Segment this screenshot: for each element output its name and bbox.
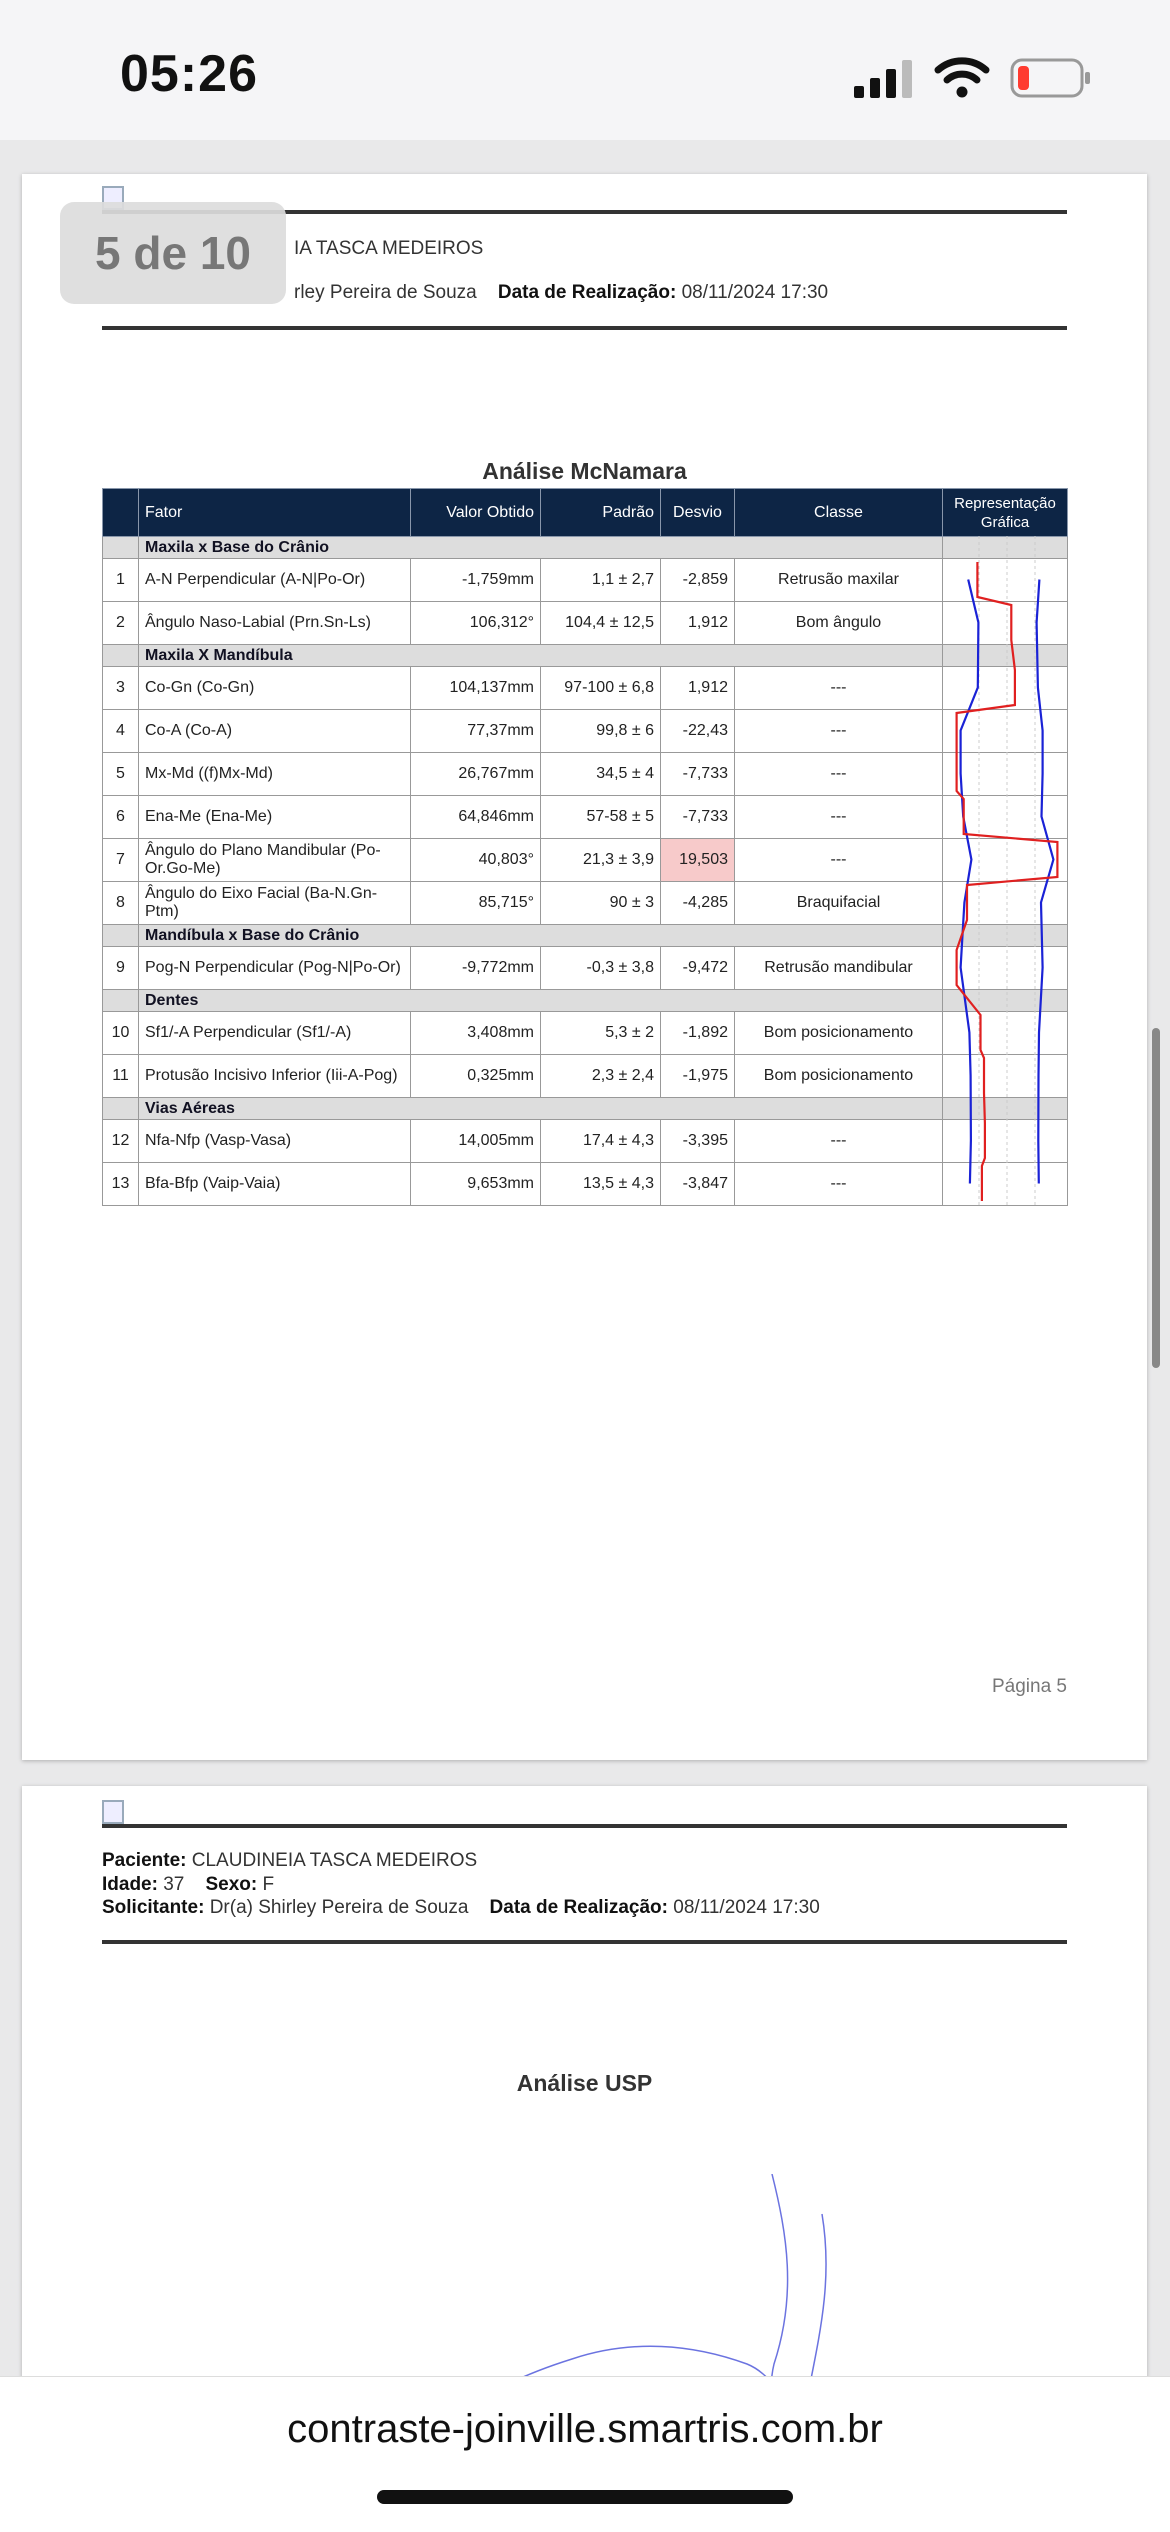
table-row xyxy=(103,1012,1068,1055)
mcnamara-table xyxy=(102,488,1068,1206)
fator-cell: A-N Perpendicular (A-N|Po-Or) xyxy=(139,559,411,602)
valor-cell: 9,653mm xyxy=(411,1163,541,1206)
desvio-cell: -4,285 xyxy=(661,882,735,925)
valor-cell: 77,37mm xyxy=(411,710,541,753)
graph-cell xyxy=(943,1120,1068,1163)
status-bar xyxy=(0,0,1170,140)
fator-cell: Co-Gn (Co-Gn) xyxy=(139,667,411,710)
classe-cell: Bom ângulo xyxy=(735,602,943,645)
group-cell-blank xyxy=(103,990,139,1012)
group-cell-blank xyxy=(103,1098,139,1120)
col-header-desvio: Desvio xyxy=(661,489,735,537)
valor-cell: 85,715° xyxy=(411,882,541,925)
group-row xyxy=(103,990,1068,1012)
broken-image-icon xyxy=(102,1800,124,1824)
table-row xyxy=(103,667,1068,710)
table-row xyxy=(103,882,1068,925)
padrao-cell: 17,4 ± 4,3 xyxy=(541,1120,661,1163)
valor-cell: 104,137mm xyxy=(411,667,541,710)
padrao-cell: 104,4 ± 12,5 xyxy=(541,602,661,645)
desvio-cell: -2,859 xyxy=(661,559,735,602)
desvio-cell: -7,733 xyxy=(661,796,735,839)
padrao-cell: 13,5 ± 4,3 xyxy=(541,1163,661,1206)
row-number: 6 xyxy=(103,796,139,839)
cellular-signal-icon xyxy=(854,60,914,98)
row-number: 9 xyxy=(103,947,139,990)
table-row xyxy=(103,947,1068,990)
row-number: 3 xyxy=(103,667,139,710)
table-row xyxy=(103,1120,1068,1163)
row-number: 12 xyxy=(103,1120,139,1163)
group-cell-blank xyxy=(103,537,139,559)
valor-cell: 3,408mm xyxy=(411,1012,541,1055)
group-label: Mandíbula x Base do Crânio xyxy=(139,925,943,947)
table-row xyxy=(103,710,1068,753)
paciente-value: CLAUDINEIA TASCA MEDEIROS xyxy=(191,1850,478,1871)
table-row xyxy=(103,1055,1068,1098)
desvio-cell: -7,733 xyxy=(661,753,735,796)
desvio-cell: -22,43 xyxy=(661,710,735,753)
desvio-cell: -1,892 xyxy=(661,1012,735,1055)
desvio-cell: -1,975 xyxy=(661,1055,735,1098)
desvio-cell: -3,395 xyxy=(661,1120,735,1163)
col-header-classe: Classe xyxy=(735,489,943,537)
group-label: Maxila x Base do Crânio xyxy=(139,537,943,559)
home-indicator[interactable] xyxy=(377,2490,793,2504)
classe-cell: Braquifacial xyxy=(735,882,943,925)
group-row xyxy=(103,925,1068,947)
graph-cell xyxy=(943,602,1068,645)
vertical-scrollbar[interactable] xyxy=(1152,1028,1160,1368)
classe-cell: Bom posicionamento xyxy=(735,1012,943,1055)
solicitante-line xyxy=(294,282,828,304)
classe-cell: Retrusão maxilar xyxy=(735,559,943,602)
page-indicator: 5 de 10 xyxy=(60,202,286,304)
valor-cell: 14,005mm xyxy=(411,1120,541,1163)
browser-address-bar[interactable] xyxy=(0,2376,1170,2532)
data-label: Data de Realização: xyxy=(497,282,677,303)
valor-cell: 106,312° xyxy=(411,602,541,645)
group-graph-cell xyxy=(943,537,1068,559)
group-row xyxy=(103,537,1068,559)
group-row xyxy=(103,1098,1068,1120)
wifi-icon xyxy=(934,56,990,98)
page-number: Página 5 xyxy=(991,1676,1067,1697)
col-header-fator: Fator xyxy=(139,489,411,537)
desvio-cell: 1,912 xyxy=(661,602,735,645)
group-label: Dentes xyxy=(139,990,943,1012)
usp-title: Análise USP xyxy=(516,2070,653,2096)
status-time: 05:26 xyxy=(120,45,258,103)
row-number: 5 xyxy=(103,753,139,796)
solicitante-line xyxy=(102,1897,820,1919)
fator-cell: Mx-Md ((f)Mx-Md) xyxy=(139,753,411,796)
col-header-padrao: Padrão xyxy=(541,489,661,537)
graph-cell xyxy=(943,882,1068,925)
desvio-cell: 1,912 xyxy=(661,667,735,710)
paciente-label: Paciente: xyxy=(102,1850,187,1871)
paciente-partial: IA TASCA MEDEIROS xyxy=(294,238,484,259)
fator-cell: Bfa-Bfp (Vaip-Vaia) xyxy=(139,1163,411,1206)
graph-cell xyxy=(943,796,1068,839)
group-graph-cell xyxy=(943,1098,1068,1120)
desvio-cell: 19,503 xyxy=(661,839,735,882)
group-graph-cell xyxy=(943,925,1068,947)
group-cell-blank xyxy=(103,645,139,667)
sexo-label: Sexo: xyxy=(205,1874,258,1895)
row-number: 4 xyxy=(103,710,139,753)
row-number: 8 xyxy=(103,882,139,925)
header-rule-bottom xyxy=(102,1940,1067,1944)
solicitante-partial: rley Pereira de Souza xyxy=(294,282,477,303)
valor-cell: 40,803° xyxy=(411,839,541,882)
classe-cell: --- xyxy=(735,839,943,882)
padrao-cell: 34,5 ± 4 xyxy=(541,753,661,796)
classe-cell: --- xyxy=(735,796,943,839)
row-number: 1 xyxy=(103,559,139,602)
table-row xyxy=(103,559,1068,602)
group-row xyxy=(103,645,1068,667)
row-number: 13 xyxy=(103,1163,139,1206)
data-value: 08/11/2024 17:30 xyxy=(673,1897,820,1918)
table-row xyxy=(103,1163,1068,1206)
idade-value: 37 xyxy=(163,1874,185,1895)
group-graph-cell xyxy=(943,645,1068,667)
row-number: 10 xyxy=(103,1012,139,1055)
fator-cell: Ângulo do Eixo Facial (Ba-N.Gn-Ptm) xyxy=(139,882,411,925)
graph-cell xyxy=(943,710,1068,753)
padrao-cell: 90 ± 3 xyxy=(541,882,661,925)
padrao-cell: -0,3 ± 3,8 xyxy=(541,947,661,990)
group-graph-cell xyxy=(943,990,1068,1012)
classe-cell: --- xyxy=(735,753,943,796)
graph-cell xyxy=(943,559,1068,602)
idade-line xyxy=(102,1874,274,1896)
sexo-value: F xyxy=(262,1874,275,1895)
data-value: 08/11/2024 17:30 xyxy=(681,282,829,303)
padrao-cell: 5,3 ± 2 xyxy=(541,1012,661,1055)
graph-cell xyxy=(943,1012,1068,1055)
group-label: Vias Aéreas xyxy=(139,1098,943,1120)
paciente-line xyxy=(102,1850,477,1872)
battery-low-icon xyxy=(1010,58,1092,98)
table-header-row xyxy=(103,489,1068,537)
solicitante-value: Dr(a) Shirley Pereira de Souza xyxy=(209,1897,469,1918)
fator-cell: Ângulo Naso-Labial (Prn.Sn-Ls) xyxy=(139,602,411,645)
padrao-cell: 97-100 ± 6,8 xyxy=(541,667,661,710)
valor-cell: -1,759mm xyxy=(411,559,541,602)
graph-cell xyxy=(943,1055,1068,1098)
valor-cell: 0,325mm xyxy=(411,1055,541,1098)
url-text[interactable]: contraste-joinville.smartris.com.br xyxy=(287,2407,883,2451)
padrao-cell: 1,1 ± 2,7 xyxy=(541,559,661,602)
group-cell-blank xyxy=(103,925,139,947)
graph-cell xyxy=(943,839,1068,882)
valor-cell: -9,772mm xyxy=(411,947,541,990)
padrao-cell: 21,3 ± 3,9 xyxy=(541,839,661,882)
mcnamara-title: Análise McNamara xyxy=(482,458,687,484)
col-header-grafica: Representação Gráfica xyxy=(943,489,1068,537)
row-number: 2 xyxy=(103,602,139,645)
row-number: 11 xyxy=(103,1055,139,1098)
padrao-cell: 2,3 ± 2,4 xyxy=(541,1055,661,1098)
header-rule xyxy=(102,1824,1067,1828)
valor-cell: 26,767mm xyxy=(411,753,541,796)
header-rule-bottom xyxy=(102,326,1067,330)
classe-cell: Retrusão mandibular xyxy=(735,947,943,990)
col-header-num xyxy=(103,489,139,537)
fator-cell: Ena-Me (Ena-Me) xyxy=(139,796,411,839)
graph-cell xyxy=(943,947,1068,990)
pdf-page-5 xyxy=(22,174,1147,1760)
graph-cell xyxy=(943,1163,1068,1206)
fator-cell: Protusão Incisivo Inferior (Iii-A-Pog) xyxy=(139,1055,411,1098)
solicitante-label: Solicitante: xyxy=(102,1897,205,1918)
fator-cell: Ângulo do Plano Mandibular (Po-Or.Go-Me) xyxy=(139,839,411,882)
fator-cell: Nfa-Nfp (Vasp-Vasa) xyxy=(139,1120,411,1163)
classe-cell: --- xyxy=(735,710,943,753)
padrao-cell: 57-58 ± 5 xyxy=(541,796,661,839)
table-row xyxy=(103,796,1068,839)
group-label: Maxila X Mandíbula xyxy=(139,645,943,667)
classe-cell: --- xyxy=(735,1163,943,1206)
fator-cell: Sf1/-A Perpendicular (Sf1/-A) xyxy=(139,1012,411,1055)
data-label: Data de Realização: xyxy=(489,1897,668,1918)
desvio-cell: -9,472 xyxy=(661,947,735,990)
classe-cell: --- xyxy=(735,667,943,710)
idade-label: Idade: xyxy=(102,1874,158,1895)
classe-cell: Bom posicionamento xyxy=(735,1055,943,1098)
valor-cell: 64,846mm xyxy=(411,796,541,839)
table-row xyxy=(103,602,1068,645)
desvio-cell: -3,847 xyxy=(661,1163,735,1206)
classe-cell: --- xyxy=(735,1120,943,1163)
row-number: 7 xyxy=(103,839,139,882)
graph-cell xyxy=(943,753,1068,796)
col-header-valor: Valor Obtido xyxy=(411,489,541,537)
fator-cell: Pog-N Perpendicular (Pog-N|Po-Or) xyxy=(139,947,411,990)
table-row xyxy=(103,753,1068,796)
padrao-cell: 99,8 ± 6 xyxy=(541,710,661,753)
table-row xyxy=(103,839,1068,882)
fator-cell: Co-A (Co-A) xyxy=(139,710,411,753)
graph-cell xyxy=(943,667,1068,710)
